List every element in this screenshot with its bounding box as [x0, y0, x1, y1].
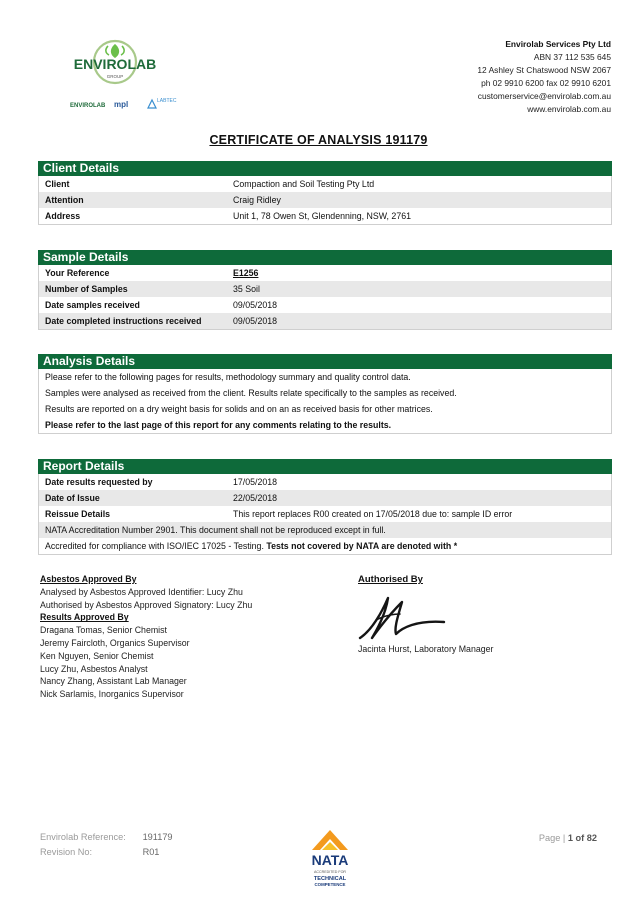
ref-value: 191179 — [142, 832, 173, 842]
approval-line: Authorised by Asbestos Approved Signatory: Lucy Zhu — [40, 599, 253, 610]
row-label: Attention — [45, 195, 84, 205]
sample-details-section — [38, 250, 612, 330]
results-heading: Results Approved By — [40, 612, 129, 623]
row-label: Reissue Details — [45, 509, 111, 519]
approver: Jeremy Faircloth, Organics Supervisor — [40, 637, 190, 648]
footer-reference — [40, 830, 173, 860]
approver: Lucy Zhu, Asbestos Analyst — [40, 663, 148, 674]
row-value: Craig Ridley — [233, 195, 281, 205]
row-value: 17/05/2018 — [233, 477, 278, 487]
company-phone: ph 02 9910 6200 fax 02 9910 6201 — [481, 78, 611, 88]
partner-envirolab: ENVIROLAB — [70, 103, 106, 109]
table-row — [38, 474, 612, 490]
authorised-heading: Authorised By — [358, 574, 423, 585]
table-row — [38, 176, 612, 192]
company-info — [477, 38, 611, 116]
table-row — [38, 192, 612, 208]
analysis-line: Samples were analysed as received from the client. Results relate specifically to the samples as received. — [45, 388, 457, 398]
row-label: Address — [45, 211, 81, 221]
list-item — [38, 417, 612, 434]
analysis-details-section — [38, 354, 612, 434]
page-value: 1 of 82 — [567, 833, 597, 843]
accreditation-text: Accredited for compliance with ISO/IEC 17025 - Testing. — [45, 541, 264, 551]
row-value: Unit 1, 78 Owen St, Glendenning, NSW, 2761 — [233, 211, 411, 221]
nata-line2: TECHNICAL — [313, 876, 347, 882]
approvals-right — [358, 574, 598, 587]
section-heading: Analysis Details — [38, 354, 612, 369]
analysis-line: Please refer to the last page of this report for any comments relating to the results. — [45, 420, 392, 430]
envirolab-logo — [60, 34, 200, 114]
authorised-name: Jacinta Hurst, Laboratory Manager — [358, 644, 494, 654]
approval-line: Analysed by Asbestos Approved Identifier: Lucy Zhu — [40, 586, 243, 597]
table-row — [38, 313, 612, 330]
section-heading: Sample Details — [38, 250, 612, 265]
nata-text: NATA — [311, 852, 349, 868]
approver: Dragana Tomas, Senior Chemist — [40, 625, 167, 636]
table-row — [38, 265, 612, 281]
your-reference-value: E1256 — [233, 268, 259, 278]
asbestos-heading: Asbestos Approved By — [40, 574, 137, 584]
row-value: 09/05/2018 — [233, 300, 278, 310]
brand-text: ENVIROLAB — [73, 56, 157, 72]
nata-line1: ACCREDITED FOR — [314, 870, 346, 874]
analysis-line: Please refer to the following pages for results, methodology summary and quality control data. — [45, 372, 411, 382]
page-prefix: Page | — [538, 833, 566, 843]
table-row — [38, 281, 612, 297]
approver: Ken Nguyen, Senior Chemist — [40, 650, 154, 661]
brand-sub: GROUP — [106, 74, 124, 79]
approver: Nancy Zhang, Assistant Lab Manager — [40, 676, 187, 687]
table-row — [38, 490, 612, 506]
row-value: Compaction and Soil Testing Pty Ltd — [233, 179, 375, 189]
report-details-section — [38, 459, 612, 555]
table-row — [38, 297, 612, 313]
partner-mpl: mpl — [114, 100, 129, 109]
table-row — [38, 522, 612, 538]
company-web[interactable]: www.envirolab.com.au — [527, 104, 611, 114]
nata-accreditation-line: NATA Accreditation Number 2901. This document shall not be reproduced except in full. — [45, 525, 386, 535]
row-value: 22/05/2018 — [233, 493, 278, 503]
section-heading: Report Details — [38, 459, 612, 474]
company-email[interactable]: customerservice@envirolab.com.au — [477, 91, 611, 101]
nata-logo — [300, 824, 360, 898]
partner-labtec: LABTEC — [157, 98, 177, 104]
table-row — [38, 506, 612, 522]
row-value: 09/05/2018 — [233, 316, 278, 326]
row-label: Client — [45, 179, 70, 189]
row-label: Date results requested by — [45, 477, 153, 487]
section-heading: Client Details — [38, 161, 612, 176]
row-value: 35 Soil — [233, 284, 260, 294]
list-item — [38, 385, 612, 401]
signature — [356, 590, 456, 642]
row-label: Date samples received — [45, 300, 140, 310]
approvals-left — [40, 573, 340, 701]
rev-label: Revision No: — [40, 847, 93, 857]
row-label: Date of Issue — [45, 493, 100, 503]
table-row — [38, 208, 612, 225]
page-number — [539, 833, 597, 843]
page-title: CERTIFICATE OF ANALYSIS 191179 — [209, 133, 428, 147]
rev-value: R01 — [142, 847, 160, 857]
accreditation-line — [39, 538, 611, 554]
table-row — [38, 538, 612, 555]
company-address: 12 Ashley St Chatswood NSW 2067 — [477, 65, 611, 75]
row-label: Your Reference — [45, 268, 110, 278]
row-value: This report replaces R00 created on 17/05/2018 due to: sample ID error — [233, 509, 513, 519]
company-abn: ABN 37 112 535 645 — [533, 52, 611, 62]
ref-label: Envirolab Reference: — [40, 832, 126, 842]
row-label: Date completed instructions received — [45, 316, 202, 326]
analysis-line: Results are reported on a dry weight basis for solids and on an as received basis for other matrices. — [45, 404, 433, 414]
list-item — [38, 369, 612, 385]
approver: Nick Sarlamis, Inorganics Supervisor — [40, 689, 184, 700]
nata-line3: COMPETENCE — [314, 882, 346, 887]
row-label: Number of Samples — [45, 284, 128, 294]
client-details-section — [38, 161, 612, 225]
company-name: Envirolab Services Pty Ltd — [505, 39, 611, 49]
accreditation-note: Tests not covered by NATA are denoted with * — [266, 541, 458, 551]
list-item — [38, 401, 612, 417]
